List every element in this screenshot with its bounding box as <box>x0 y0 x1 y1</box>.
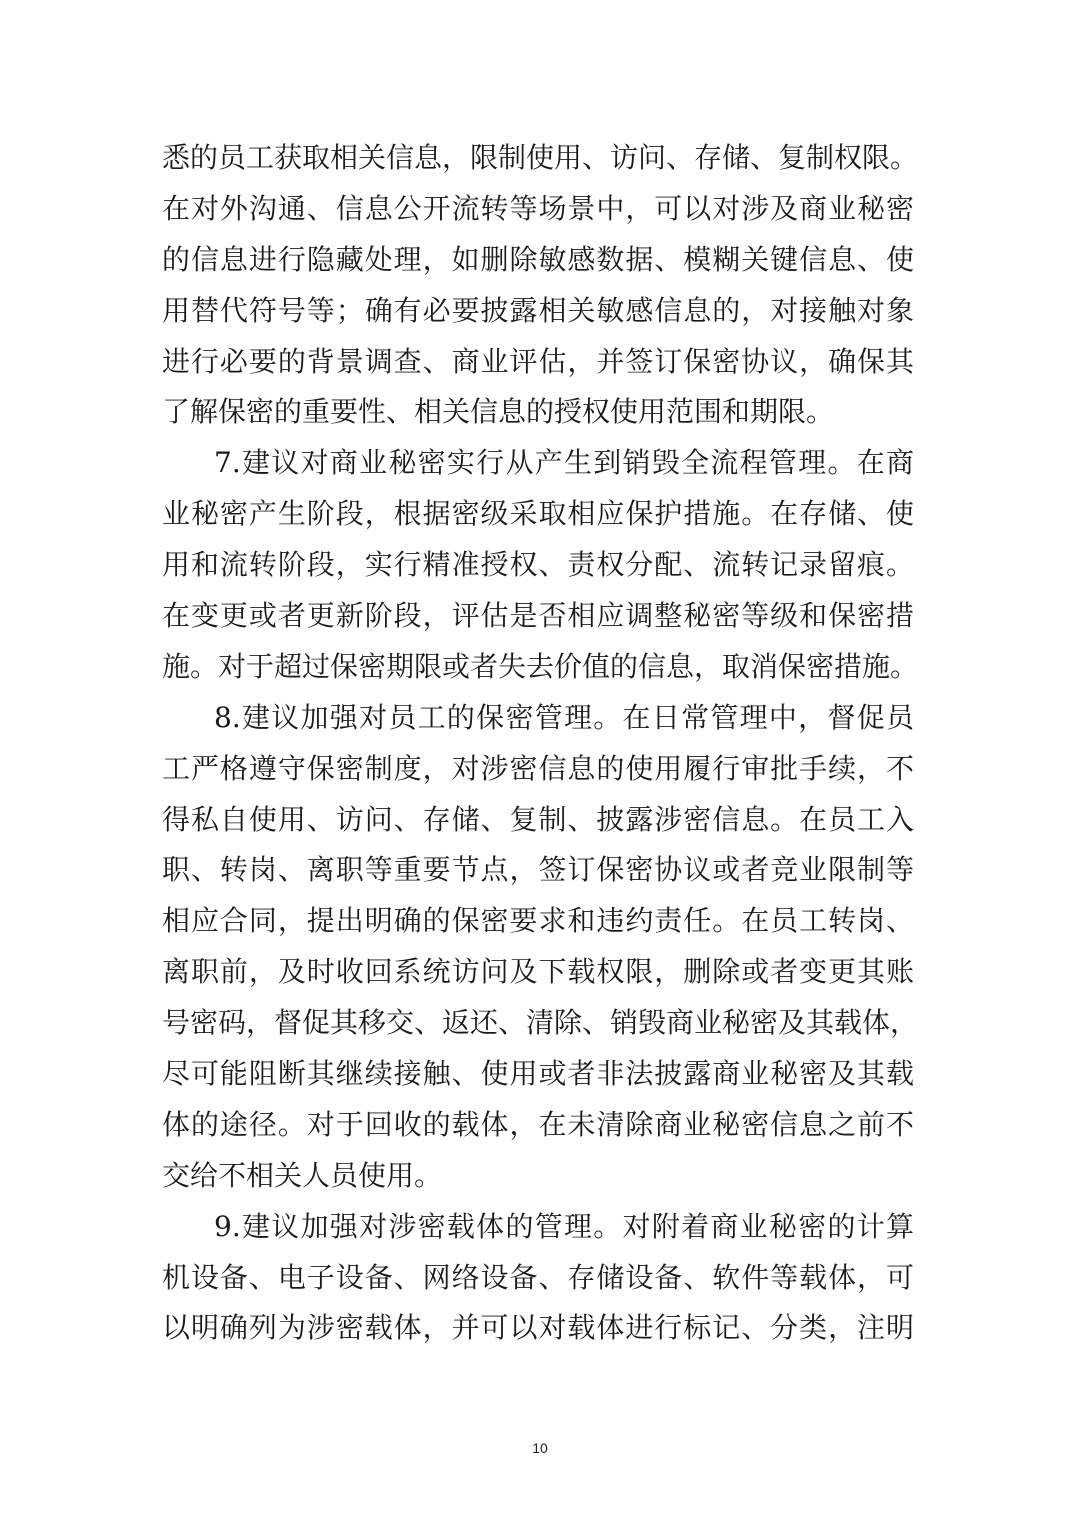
text-line: 离职前，及时收回系统访问及下载权限，删除或者变更其账 <box>162 955 914 989</box>
text-line: 工严格遵守保密制度，对涉密信息的使用履行审批手续，不 <box>162 751 914 785</box>
text-line: 以明确列为涉密载体，并可以对载体进行标记、分类，注明 <box>162 1311 914 1345</box>
text-line: 的信息进行隐藏处理，如删除敏感数据、模糊关键信息、使 <box>162 242 914 276</box>
text-line: 尽可能阻断其继续接触、使用或者非法披露商业秘密及其载 <box>162 1057 914 1091</box>
text-line: 职、转岗、离职等重要节点，签订保密协议或者竞业限制等 <box>162 853 914 887</box>
text-line: 了解保密的重要性、相关信息的授权使用范围和期限。 <box>162 395 835 429</box>
paragraph-8-start: 8.建议加强对员工的保密管理。在日常管理中，督促员 <box>214 700 914 734</box>
text-line: 进行必要的背景调查、商业评估，并签订保密协议，确保其 <box>162 344 914 378</box>
text-line: 号密码，督促其移交、返还、清除、销毁商业秘密及其载体， <box>162 1006 919 1040</box>
body-text <box>162 133 919 1354</box>
text-line: 交给不相关人员使用。 <box>162 1158 443 1192</box>
text-line: 在变更或者更新阶段，评估是否相应调整秘密等级和保密措 <box>162 599 914 633</box>
page-number: 10 <box>532 1440 548 1456</box>
text-line: 用和流转阶段，实行精准授权、责权分配、流转记录留痕。 <box>162 548 914 582</box>
text-line: 机设备、电子设备、网络设备、存储设备、软件等载体，可 <box>162 1260 914 1294</box>
text-line: 业秘密产生阶段，根据密级采取相应保护措施。在存储、使 <box>162 497 914 531</box>
text-line: 体的途径。对于回收的载体，在未清除商业秘密信息之前不 <box>162 1107 914 1141</box>
text-line: 得私自使用、访问、存储、复制、披露涉密信息。在员工入 <box>162 802 914 836</box>
text-line: 施。对于超过保密期限或者失去价值的信息，取消保密措施。 <box>162 649 919 683</box>
text-line: 用替代符号等；确有必要披露相关敏感信息的，对接触对象 <box>162 293 914 327</box>
paragraph-9-start: 9.建议加强对涉密载体的管理。对附着商业秘密的计算 <box>214 1209 914 1243</box>
paragraph-7-start: 7.建议对商业秘密实行从产生到销毁全流程管理。在商 <box>214 446 914 480</box>
text-line: 在对外沟通、信息公开流转等场景中，可以对涉及商业秘密 <box>162 191 914 225</box>
text-line: 相应合同，提出明确的保密要求和违约责任。在员工转岗、 <box>162 904 914 938</box>
text-line: 悉的员工获取相关信息，限制使用、访问、存储、复制权限。 <box>162 141 919 174</box>
